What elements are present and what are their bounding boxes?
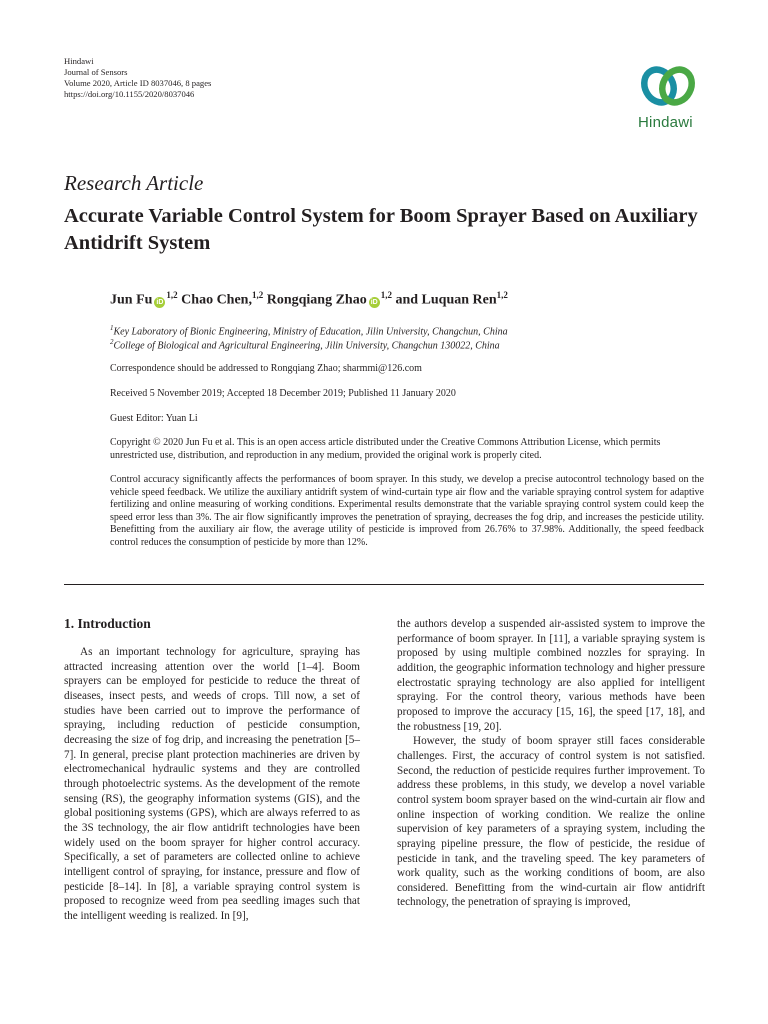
paper-title: Accurate Variable Control System for Boom Sprayer Based on Auxiliary Antidrift System [64,205,698,254]
hindawi-logo [632,60,712,131]
affiliation-sup: 1 [110,324,114,332]
affiliation-text: College of Biological and Agricultural Engineering, Jilin University, Changchun 130022, China [113,340,500,352]
section-divider [64,584,704,585]
author-name[interactable]: Rongqiang Zhao [266,292,367,308]
body-paragraph: the authors develop a suspended air-assisted system to improve the performance of boom sprayer. In [11], a variable spraying system is proposed by using multiple combined nozzles for spraying. In addition, the geographic information technology and higher pressure electrostatic spraying technology are also applied for intelligent spraying. For the control theory, various methods have been proposed to improve the accuracy [15, 16], the speed [17, 18], and the robustness [19, 20]. [397,618,705,733]
journal-name: Journal of Sensors [64,67,128,77]
hindawi-logo-icon [637,60,699,112]
section-heading: 1. Introduction [64,616,151,631]
publication-dates: Received 5 November 2019; Accepted 18 December 2019; Published 11 January 2020 [110,388,456,399]
affiliation-sup: 2 [110,338,114,346]
publisher-name: Hindawi [64,56,94,66]
abstract-text: Control accuracy significantly affects the performances of boom sprayer. In this study, we develop a precise autocontrol technology based on the vehicle speed feedback. We utilize the auxiliary antidrift system of wind-curtain type air flow and the variable spraying control system for adaptive fertilizing and online measuring of working conditions. Experimental results demonstrate that the variable spraying control system could keep the speed error less than 3%. The air flow significantly improves the penetration of spraying, decreases the fog drip, and increases the pesticide utility. Benefitting from the auxiliary air flow, the average utility of pesticide is improved from 26.76% to 37.98%. Additionally, the speed feedback control reduces the consumption of pesticide by more than 12%. [110,474,704,548]
correspondence-line: Correspondence should be addressed to Rongqiang Zhao; sharmmi@126.com [110,363,422,374]
affiliation-text: Key Laboratory of Bionic Engineering, Ministry of Education, Jilin University, Changchun, China [113,326,508,338]
body-paragraph: However, the study of boom sprayer still faces considerable challenges. First, the accuracy of control system is not satisfied. Second, the reduction of pesticide requires further improvement. To address these problems, in this study, we develop a novel variable control system boom sprayer based on the wind-curtain air flow and online inspection of working condition. We realize the online supervision of key parameters of a spraying system, including the spraying pipeline pressure, the flow of pesticide, the residue of pesticide in tank, and the traveling speed. The key parameters of work quality, such as the working conditions of boom, are also considered. Benefitting from the wind-curtain air flow antidrift technology, the penetration of spraying is improved, [397,735,705,909]
author-affil-sup: 1,2 [251,290,264,300]
author-name[interactable]: Chao Chen, [181,292,252,308]
copyright-notice: Copyright © 2020 Jun Fu et al. This is an open access article distributed under the Creative Commons Attribution License, which permits unrestricted use, distribution, and reproduction in any medium, provided the original work is properly cited. [110,437,661,461]
author-affil-sup: 1,2 [496,290,508,300]
author-list [110,290,508,309]
article-type: Research Article [64,171,204,195]
volume-info: Volume 2020, Article ID 8037046, 8 pages [64,78,212,88]
author-separator: and [391,292,422,308]
author-name[interactable]: Luquan Ren [421,292,497,308]
orcid-icon[interactable]: iD [370,298,378,306]
hindawi-wordmark: Hindawi [638,114,693,131]
author-affil-sup: 1,2 [380,290,392,300]
doi-link[interactable]: https://doi.org/10.1155/2020/8037046 [64,89,195,99]
orcid-icon[interactable]: iD [156,298,164,306]
body-left-column: As an important technology for agriculture, spraying has attracted increasing attention over the world [1–4]. Boom sprayers can be employed for pesticide to reduce the threat of diseases, insect pests, and weeds of crops. Till now, a set of studies have been carried out to improve the performance of spraying, including reduction of pesticide consumption, decreasing the size of fog drip, and increasing the penetration [5–7]. In general, precise plant protection machineries are driven by electromechanical hydraulic systems and they are controlled through photoelectric systems. As the development of the remote sensing (RS), the geography information systems (GIS), and the global positioning systems (GPS), which are always referred to as the 3S technology, the air flow antidrift technologies have been widely used on the boom sprayer for higher control accuracy. Specifically, a set of parameters are collected online to achieve intelligent control of spraying, for instance, pressure and flow of pesticide [8–14]. In [8], a variable spraying control system is proposed to recognize weed from pea seedling images such that the intelligent weeding is realized. In [9], [64,646,360,922]
guest-editor: Guest Editor: Yuan Li [110,413,198,424]
journal-info [64,56,211,100]
body-right-column [397,617,705,910]
author-affil-sup: 1,2 [166,290,178,300]
author-name[interactable]: Jun Fu [110,292,153,308]
affiliation-2 [110,336,500,352]
